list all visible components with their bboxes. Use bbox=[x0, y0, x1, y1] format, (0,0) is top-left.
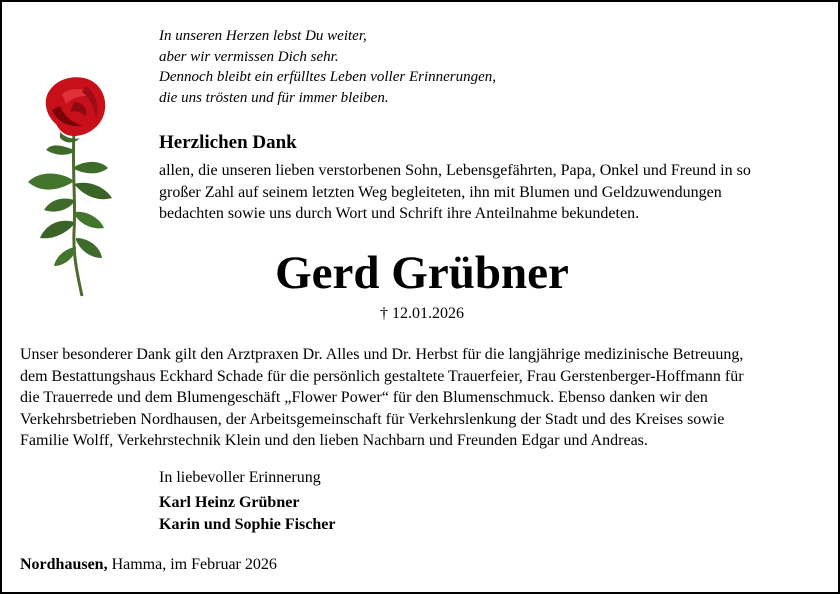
signer: Karin und Sophie Fischer bbox=[159, 516, 336, 533]
dank-line: großer Zahl auf seinem letzten Weg begleiteten, ihn mit Blumen und Geldzuwendungen bbox=[159, 183, 722, 201]
poem-line: Dennoch bleibt ein erfülltes Leben voller Erinnerungen, bbox=[159, 69, 497, 85]
thanks-line: die Trauerrede und dem Blumengeschäft „Flower Power“ für den Blumenschmuck. Ebenso danken wir den bbox=[20, 389, 708, 406]
place-date-rest: Hamma, im Februar 2026 bbox=[107, 556, 277, 573]
thanks-line: Verkehrsbetrieben Nordhausen, der Arbeitsgemeinschaft für Verkehrslenkung der Stadt und des Kreises sowie bbox=[20, 410, 725, 428]
place-date bbox=[20, 554, 277, 576]
place-name: Nordhausen, bbox=[20, 556, 108, 573]
dank-body bbox=[159, 160, 819, 225]
memory-line: In liebevoller Erinnerung bbox=[159, 469, 321, 486]
thanks-line: dem Bestattungshaus Eckhard Schade für die persönlich gestaltete Trauerfeier, Frau Gerstenberger-Hoffmann für bbox=[20, 367, 744, 385]
dank-line: bedachten sowie uns durch Wort und Schrift ihre Anteilnahme bekundeten. bbox=[159, 205, 640, 222]
thanks-paragraph bbox=[20, 344, 832, 452]
poem-line: In unseren Herzen lebst Du weiter, bbox=[159, 28, 367, 44]
death-date: † 12.01.2026 bbox=[380, 305, 464, 322]
thanks-line: Familie Wolff, Verkehrstechnik Klein und den lieben Nachbarn und Freunden Edgar und Andreas. bbox=[20, 432, 648, 449]
signers bbox=[159, 492, 335, 536]
deceased-name: Gerd Grübner bbox=[275, 247, 569, 299]
dank-line: allen, die unseren lieben verstorbenen Sohn, Lebensgefährten, Papa, Onkel und Freund in so bbox=[159, 162, 751, 179]
poem-line: die uns trösten und für immer bleiben. bbox=[159, 89, 389, 106]
poem bbox=[159, 26, 496, 108]
poem-line: aber wir vermissen Dich sehr. bbox=[159, 48, 339, 65]
signer: Karl Heinz Grübner bbox=[159, 494, 300, 511]
thanks-line: Unser besonderer Dank gilt den Arztpraxen Dr. Alles und Dr. Herbst für die langjährige medizinische Betreuung, bbox=[20, 346, 744, 363]
dank-title: Herzlichen Dank bbox=[159, 132, 297, 153]
